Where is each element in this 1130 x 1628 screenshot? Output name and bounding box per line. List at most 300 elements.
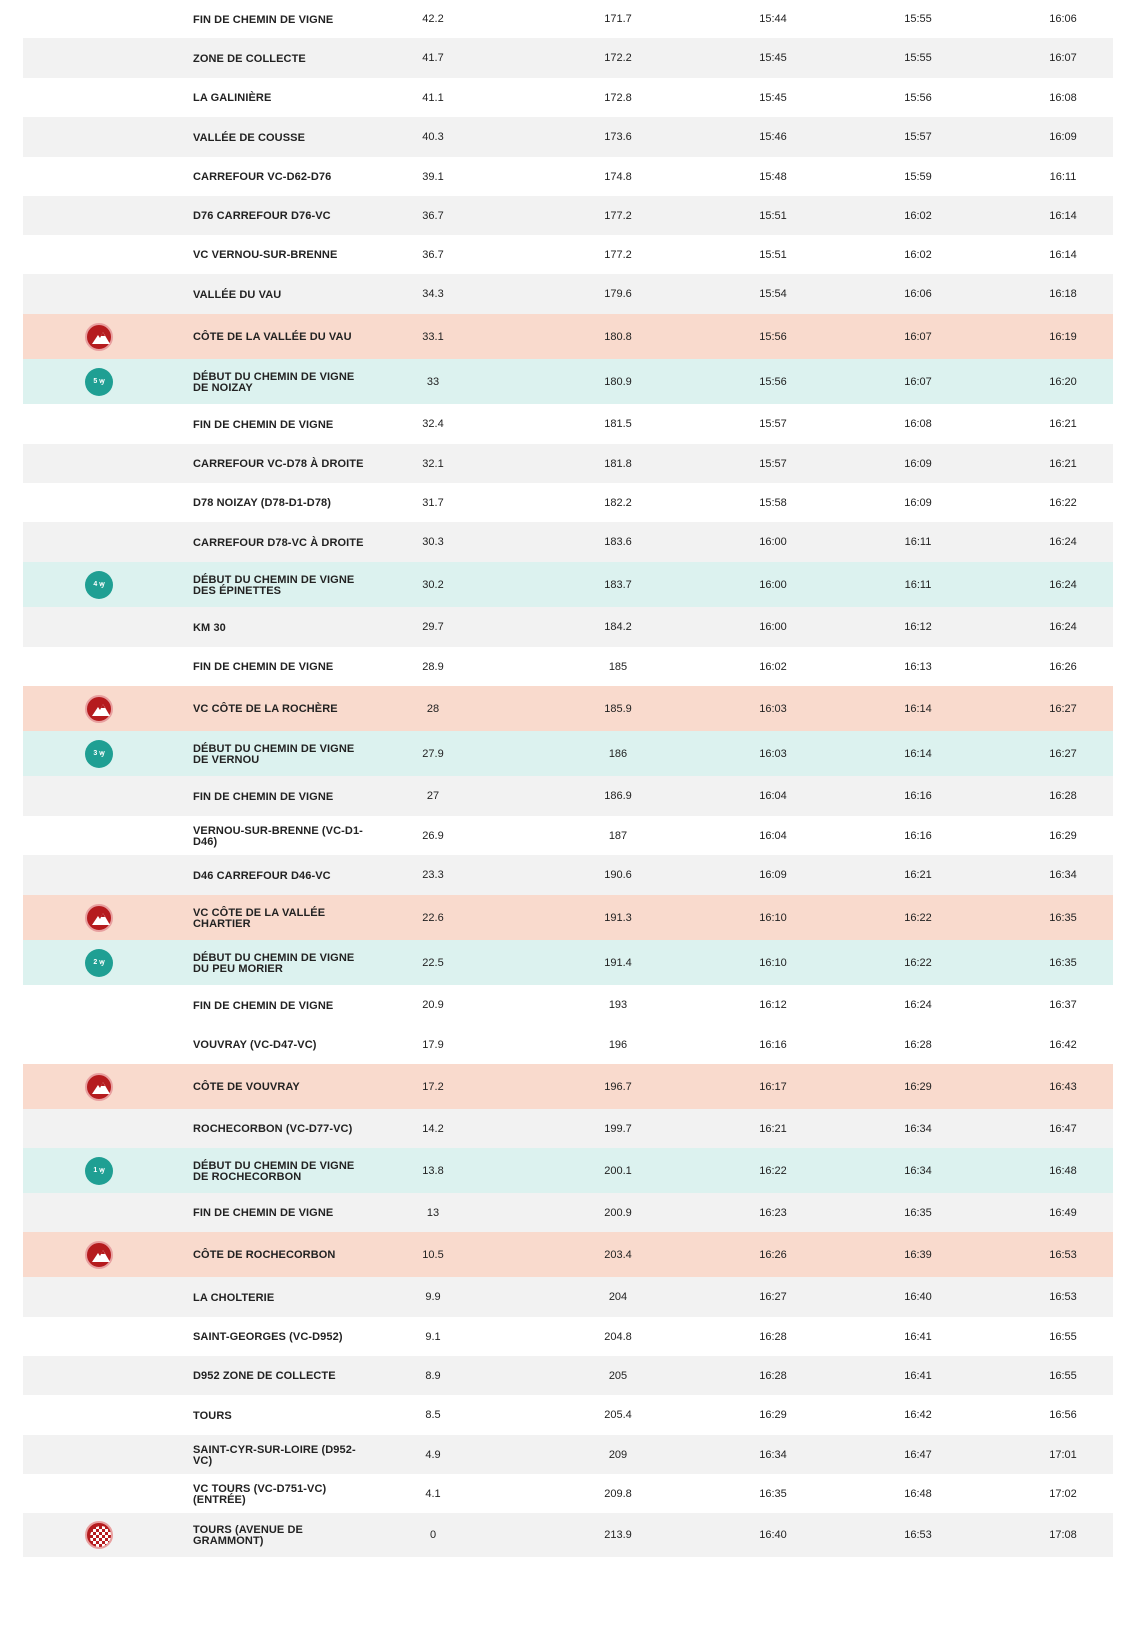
time-fast: 15:58 <box>759 496 787 509</box>
time-fast: 15:54 <box>759 288 787 300</box>
table-row <box>23 404 1113 444</box>
waypoint-name: CÔTE DE ROCHECORBON <box>193 1249 336 1261</box>
mountain-icon <box>85 1073 113 1101</box>
row-icon-cell <box>23 647 173 686</box>
row-icon-cell <box>23 1317 173 1356</box>
time-medium: 16:53 <box>904 1529 932 1541</box>
waypoint-name: FIN DE CHEMIN DE VIGNE <box>193 999 334 1012</box>
time-slow: 16:14 <box>1049 248 1077 261</box>
row-icon-cell <box>23 235 173 274</box>
mountain-icon <box>85 323 113 351</box>
table-row <box>23 607 1113 647</box>
km-remaining: 28 <box>426 702 440 715</box>
time-medium: 15:56 <box>904 91 932 104</box>
row-icon-cell <box>23 895 173 940</box>
time-medium: 16:41 <box>904 1330 932 1343</box>
km-covered: 186.9 <box>604 790 632 802</box>
waypoint-name: SAINT-CYR-SUR-LOIRE (D952-VC) <box>193 1443 356 1467</box>
km-covered: 177.2 <box>604 209 632 222</box>
time-slow: 16:47 <box>1049 1122 1077 1135</box>
km-covered: 196.7 <box>604 1080 632 1093</box>
table-row <box>23 1277 1113 1317</box>
time-medium: 16:16 <box>904 829 932 842</box>
time-slow: 16:55 <box>1049 1330 1077 1343</box>
table-row <box>23 1395 1113 1435</box>
waypoint-name: DÉBUT DU CHEMIN DE VIGNE DE NOIZAY <box>193 370 355 394</box>
time-slow: 16:53 <box>1049 1248 1077 1261</box>
waypoint-name: CARREFOUR D78-VC À DROITE <box>193 536 364 549</box>
time-fast: 16:29 <box>759 1409 787 1421</box>
row-icon-cell <box>23 940 173 985</box>
km-covered: 191.4 <box>604 956 632 969</box>
time-slow: 17:02 <box>1049 1487 1077 1500</box>
row-icon-cell <box>23 196 173 235</box>
km-covered: 177.2 <box>604 248 632 261</box>
row-icon-cell <box>23 1193 173 1232</box>
table-row <box>23 647 1113 686</box>
time-slow: 16:56 <box>1049 1409 1077 1421</box>
waypoint-name: FIN DE CHEMIN DE VIGNE <box>193 13 334 26</box>
table-row <box>23 776 1113 816</box>
time-medium: 16:08 <box>904 418 932 430</box>
km-remaining: 22.6 <box>422 911 444 924</box>
time-fast: 16:23 <box>759 1206 787 1219</box>
row-icon-cell <box>23 562 173 607</box>
time-medium: 16:24 <box>904 999 932 1011</box>
table-row <box>23 444 1113 483</box>
time-fast: 15:46 <box>759 131 787 143</box>
time-fast: 16:16 <box>759 1038 787 1051</box>
row-icon-cell <box>23 274 173 314</box>
table-row <box>23 274 1113 314</box>
row-icon-cell <box>23 1025 173 1064</box>
table-row <box>23 1148 1113 1193</box>
km-covered: 183.7 <box>604 578 632 591</box>
km-covered: 184.2 <box>604 621 632 633</box>
km-remaining: 36.7 <box>422 248 444 261</box>
time-fast: 15:45 <box>759 91 787 104</box>
waypoint-name: CÔTE DE LA VALLÉE DU VAU <box>193 331 352 343</box>
table-row <box>23 235 1113 274</box>
time-slow: 16:27 <box>1049 702 1077 715</box>
time-slow: 16:34 <box>1049 869 1077 881</box>
time-medium: 15:57 <box>904 131 932 143</box>
waypoint-name: CÔTE DE VOUVRAY <box>193 1081 300 1093</box>
table-row <box>23 895 1113 940</box>
time-medium: 16:47 <box>904 1448 932 1461</box>
row-icon-cell <box>23 855 173 895</box>
km-remaining: 9.1 <box>425 1330 441 1343</box>
time-medium: 16:48 <box>904 1487 932 1500</box>
time-slow: 16:55 <box>1049 1369 1077 1382</box>
time-slow: 16:06 <box>1049 13 1077 25</box>
km-remaining: 4.1 <box>425 1487 441 1500</box>
table-row <box>23 731 1113 776</box>
finish-flag-icon <box>85 1521 113 1549</box>
row-icon-cell <box>23 1356 173 1395</box>
table-row <box>23 940 1113 985</box>
km-covered: 205.4 <box>604 1409 632 1421</box>
mountain-icon <box>85 695 113 723</box>
km-remaining: 33 <box>426 375 440 388</box>
time-fast: 16:17 <box>759 1080 787 1093</box>
waypoint-name: TOURS (AVENUE DE GRAMMONT) <box>193 1524 303 1547</box>
row-icon-cell <box>23 816 173 855</box>
time-medium: 16:22 <box>904 911 932 924</box>
time-medium: 16:14 <box>904 702 932 715</box>
time-fast: 16:03 <box>759 702 787 715</box>
km-covered: 190.6 <box>604 869 632 881</box>
time-slow: 16:07 <box>1049 52 1077 64</box>
row-icon-cell <box>23 1064 173 1109</box>
row-icon-cell <box>23 38 173 78</box>
km-remaining: 13.8 <box>422 1164 444 1177</box>
time-fast: 16:21 <box>759 1122 787 1135</box>
time-medium: 16:34 <box>904 1122 932 1135</box>
vineyard-sector-icon: 5 ꝡ <box>85 368 113 396</box>
time-slow: 16:48 <box>1049 1164 1077 1177</box>
time-fast: 16:27 <box>759 1291 787 1303</box>
waypoint-name: KM 30 <box>193 621 226 634</box>
time-medium: 16:02 <box>904 248 932 261</box>
time-medium: 16:42 <box>904 1409 932 1421</box>
row-icon-cell <box>23 314 173 359</box>
time-fast: 16:10 <box>759 956 787 969</box>
time-medium: 16:39 <box>904 1248 932 1261</box>
km-covered: 191.3 <box>604 911 632 924</box>
table-row <box>23 1025 1113 1064</box>
time-fast: 16:03 <box>759 747 787 760</box>
km-remaining: 33.1 <box>422 330 444 343</box>
waypoint-name: VERNOU-SUR-BRENNE (VC-D1-D46) <box>193 824 363 848</box>
time-slow: 16:19 <box>1049 330 1077 343</box>
table-row <box>23 985 1113 1025</box>
time-medium: 16:09 <box>904 496 932 509</box>
waypoint-name: FIN DE CHEMIN DE VIGNE <box>193 1207 334 1219</box>
km-covered: 174.8 <box>604 170 632 183</box>
row-icon-cell <box>23 483 173 522</box>
km-remaining: 32.4 <box>422 418 444 430</box>
km-remaining: 34.3 <box>422 288 444 300</box>
row-icon-cell <box>23 444 173 483</box>
km-covered: 185 <box>608 660 628 673</box>
km-covered: 186 <box>608 747 628 760</box>
table-row <box>23 1232 1113 1277</box>
row-icon-cell <box>23 1474 173 1513</box>
km-covered: 196 <box>608 1038 628 1051</box>
time-slow: 16:26 <box>1049 660 1077 673</box>
time-medium: 15:55 <box>904 13 932 25</box>
waypoint-name: DÉBUT DU CHEMIN DE VIGNE DE ROCHECORBON <box>193 1159 355 1183</box>
time-fast: 16:00 <box>759 621 787 633</box>
time-medium: 16:11 <box>904 536 932 548</box>
row-icon-cell <box>23 686 173 731</box>
time-medium: 16:21 <box>904 869 932 881</box>
km-covered: 172.2 <box>604 52 632 64</box>
time-medium: 16:28 <box>904 1038 932 1051</box>
table-row <box>23 1356 1113 1395</box>
km-covered: 205 <box>608 1369 628 1382</box>
km-remaining: 14.2 <box>422 1122 444 1135</box>
km-covered: 204.8 <box>604 1330 632 1343</box>
waypoint-name: DÉBUT DU CHEMIN DE VIGNE DES ÉPINETTES <box>193 573 355 597</box>
time-medium: 16:07 <box>904 375 932 388</box>
row-icon-cell <box>23 78 173 117</box>
waypoint-name: FIN DE CHEMIN DE VIGNE <box>193 661 334 673</box>
table-row <box>23 117 1113 157</box>
time-medium: 15:59 <box>904 170 932 183</box>
km-remaining: 17.2 <box>422 1080 444 1093</box>
time-fast: 16:12 <box>759 999 787 1011</box>
km-remaining: 8.9 <box>425 1369 441 1382</box>
waypoint-name: DÉBUT DU CHEMIN DE VIGNE DE VERNOU <box>193 742 355 766</box>
time-fast: 15:57 <box>759 418 787 430</box>
time-slow: 16:35 <box>1049 956 1077 969</box>
waypoint-name: VC CÔTE DE LA VALLÉE CHARTIER <box>193 906 326 930</box>
waypoint-name: D76 CARREFOUR D76-VC <box>193 210 331 222</box>
km-remaining: 29.7 <box>422 621 444 633</box>
km-remaining: 30.3 <box>422 536 444 548</box>
waypoint-name: CARREFOUR VC-D62-D76 <box>193 171 332 183</box>
row-icon-cell <box>23 731 173 776</box>
row-icon-cell <box>23 1148 173 1193</box>
km-remaining: 4.9 <box>425 1448 441 1461</box>
time-fast: 16:26 <box>759 1248 787 1261</box>
km-covered: 199.7 <box>604 1122 632 1135</box>
time-medium: 16:09 <box>904 457 932 470</box>
table-row <box>23 0 1113 38</box>
table-row <box>23 314 1113 359</box>
time-fast: 15:44 <box>759 13 787 25</box>
vineyard-sector-icon: 1 ꝡ <box>85 1157 113 1185</box>
km-covered: 173.6 <box>604 131 632 143</box>
waypoint-name: VALLÉE DE COUSSE <box>193 131 306 144</box>
table-row <box>23 562 1113 607</box>
waypoint-name: FIN DE CHEMIN DE VIGNE <box>193 790 334 803</box>
km-remaining: 42.2 <box>422 13 444 25</box>
km-covered: 182.2 <box>604 496 632 509</box>
km-remaining: 41.1 <box>422 91 444 104</box>
mountain-icon <box>85 904 113 932</box>
km-covered: 209 <box>608 1448 628 1461</box>
km-covered: 172.8 <box>604 91 632 104</box>
time-medium: 15:55 <box>904 52 932 64</box>
waypoint-name: DÉBUT DU CHEMIN DE VIGNE DU PEU MORIER <box>193 951 355 975</box>
time-slow: 16:18 <box>1049 288 1077 300</box>
row-icon-cell <box>23 404 173 444</box>
time-fast: 16:04 <box>759 829 787 842</box>
time-slow: 16:24 <box>1049 621 1077 633</box>
time-fast: 16:09 <box>759 869 787 881</box>
km-remaining: 22.5 <box>422 956 444 969</box>
time-slow: 16:24 <box>1049 578 1077 591</box>
time-slow: 16:09 <box>1049 131 1077 143</box>
time-fast: 15:56 <box>759 375 787 388</box>
waypoint-name: VC VERNOU-SUR-BRENNE <box>193 249 338 261</box>
time-medium: 16:07 <box>904 330 932 343</box>
vineyard-sector-icon: 3 ꝡ <box>85 740 113 768</box>
time-fast: 16:35 <box>759 1487 787 1500</box>
table-row <box>23 38 1113 78</box>
row-icon-cell <box>23 1232 173 1277</box>
km-covered: 183.6 <box>604 536 632 548</box>
time-medium: 16:14 <box>904 747 932 760</box>
time-medium: 16:06 <box>904 288 932 300</box>
waypoint-name: LA GALINIÈRE <box>193 92 272 104</box>
km-remaining: 20.9 <box>422 999 444 1011</box>
time-slow: 16:35 <box>1049 911 1077 924</box>
time-fast: 15:57 <box>759 457 787 470</box>
table-row <box>23 196 1113 235</box>
mountain-icon <box>85 1241 113 1269</box>
table-row <box>23 1513 1113 1557</box>
km-remaining: 31.7 <box>422 496 444 509</box>
km-remaining: 8.5 <box>425 1409 441 1421</box>
km-remaining: 28.9 <box>422 660 444 673</box>
time-medium: 16:16 <box>904 790 932 802</box>
time-fast: 16:34 <box>759 1448 787 1461</box>
waypoint-name: LA CHOLTERIE <box>193 1291 275 1304</box>
waypoint-name: CARREFOUR VC-D78 À DROITE <box>193 458 364 470</box>
km-remaining: 39.1 <box>422 170 444 183</box>
km-covered: 181.5 <box>604 418 632 430</box>
km-covered: 187 <box>608 829 628 842</box>
row-icon-cell <box>23 522 173 562</box>
waypoint-name: D46 CARREFOUR D46-VC <box>193 869 331 882</box>
time-medium: 16:29 <box>904 1080 932 1093</box>
time-slow: 16:29 <box>1049 829 1077 842</box>
time-fast: 16:22 <box>759 1164 787 1177</box>
time-medium: 16:41 <box>904 1369 932 1382</box>
time-fast: 16:00 <box>759 536 787 548</box>
itinerary-table <box>23 0 1113 1557</box>
table-row <box>23 686 1113 731</box>
time-fast: 16:02 <box>759 660 787 673</box>
time-fast: 15:51 <box>759 209 787 222</box>
vineyard-sector-icon: 4 ꝡ <box>85 571 113 599</box>
row-icon-cell <box>23 985 173 1025</box>
km-covered: 193 <box>608 999 628 1011</box>
table-row <box>23 816 1113 855</box>
km-covered: 181.8 <box>604 457 632 470</box>
time-fast: 16:28 <box>759 1330 787 1343</box>
time-slow: 17:01 <box>1049 1448 1077 1461</box>
time-slow: 16:37 <box>1049 999 1077 1011</box>
waypoint-name: FIN DE CHEMIN DE VIGNE <box>193 418 334 431</box>
km-remaining: 27 <box>426 790 440 802</box>
time-slow: 16:21 <box>1049 457 1077 470</box>
row-icon-cell <box>23 157 173 196</box>
row-icon-cell <box>23 1513 173 1557</box>
time-medium: 16:12 <box>904 621 932 633</box>
km-remaining: 41.7 <box>422 52 444 64</box>
time-slow: 17:08 <box>1049 1529 1077 1541</box>
time-slow: 16:28 <box>1049 790 1077 802</box>
km-remaining: 30.2 <box>422 578 444 591</box>
time-fast: 15:56 <box>759 330 787 343</box>
row-icon-cell <box>23 117 173 157</box>
km-covered: 204 <box>608 1291 628 1303</box>
table-row <box>23 157 1113 196</box>
km-remaining: 27.9 <box>422 747 444 760</box>
row-icon-cell <box>23 607 173 647</box>
time-slow: 16:42 <box>1049 1038 1077 1051</box>
waypoint-name: ROCHECORBON (VC-D77-VC) <box>193 1123 353 1135</box>
time-slow: 16:14 <box>1049 209 1077 222</box>
table-row <box>23 1474 1113 1513</box>
waypoint-name: D78 NOIZAY (D78-D1-D78) <box>193 497 332 509</box>
time-medium: 16:34 <box>904 1164 932 1177</box>
time-fast: 16:40 <box>759 1529 787 1541</box>
km-remaining: 32.1 <box>422 457 444 470</box>
time-slow: 16:08 <box>1049 91 1077 104</box>
km-covered: 213.9 <box>604 1529 632 1541</box>
row-icon-cell <box>23 0 173 38</box>
waypoint-name: VC TOURS (VC-D751-VC) (ENTRÉE) <box>193 1482 327 1506</box>
time-slow: 16:11 <box>1049 170 1077 183</box>
km-remaining: 9.9 <box>425 1291 441 1303</box>
time-slow: 16:27 <box>1049 747 1077 760</box>
waypoint-name: VALLÉE DU VAU <box>193 288 282 301</box>
time-slow: 16:49 <box>1049 1206 1077 1219</box>
time-medium: 16:11 <box>904 578 932 591</box>
time-fast: 15:48 <box>759 170 787 183</box>
time-medium: 16:22 <box>904 956 932 969</box>
time-fast: 15:45 <box>759 52 787 64</box>
km-covered: 179.6 <box>604 288 632 300</box>
km-remaining: 26.9 <box>422 829 444 842</box>
table-row <box>23 1435 1113 1474</box>
waypoint-name: TOURS <box>193 1409 232 1422</box>
table-row <box>23 1109 1113 1148</box>
row-icon-cell <box>23 1109 173 1148</box>
time-fast: 16:10 <box>759 911 787 924</box>
table-row <box>23 359 1113 404</box>
km-covered: 180.9 <box>604 375 632 388</box>
km-remaining: 10.5 <box>422 1248 444 1261</box>
waypoint-name: SAINT-GEORGES (VC-D952) <box>193 1331 343 1343</box>
row-icon-cell <box>23 1435 173 1474</box>
table-row <box>23 483 1113 522</box>
time-slow: 16:24 <box>1049 536 1077 548</box>
km-remaining: 36.7 <box>422 209 444 222</box>
table-row <box>23 1064 1113 1109</box>
table-row <box>23 78 1113 117</box>
time-fast: 16:00 <box>759 578 787 591</box>
row-icon-cell <box>23 776 173 816</box>
km-covered: 185.9 <box>604 702 632 715</box>
row-icon-cell <box>23 1277 173 1317</box>
table-row <box>23 1193 1113 1232</box>
time-slow: 16:22 <box>1049 496 1077 509</box>
time-fast: 16:28 <box>759 1369 787 1382</box>
row-icon-cell <box>23 359 173 404</box>
waypoint-name: VOUVRAY (VC-D47-VC) <box>193 1039 317 1051</box>
table-row <box>23 1317 1113 1356</box>
table-row <box>23 522 1113 562</box>
waypoint-name: ZONE DE COLLECTE <box>193 52 306 65</box>
time-fast: 15:51 <box>759 248 787 261</box>
vineyard-sector-icon: 2 ꝡ <box>85 949 113 977</box>
time-slow: 16:53 <box>1049 1291 1077 1303</box>
time-slow: 16:21 <box>1049 418 1077 430</box>
km-covered: 209.8 <box>604 1487 632 1500</box>
km-remaining: 17.9 <box>422 1038 444 1051</box>
km-covered: 203.4 <box>604 1248 632 1261</box>
km-covered: 200.9 <box>604 1206 632 1219</box>
km-covered: 171.7 <box>604 13 632 25</box>
time-medium: 16:35 <box>904 1206 932 1219</box>
